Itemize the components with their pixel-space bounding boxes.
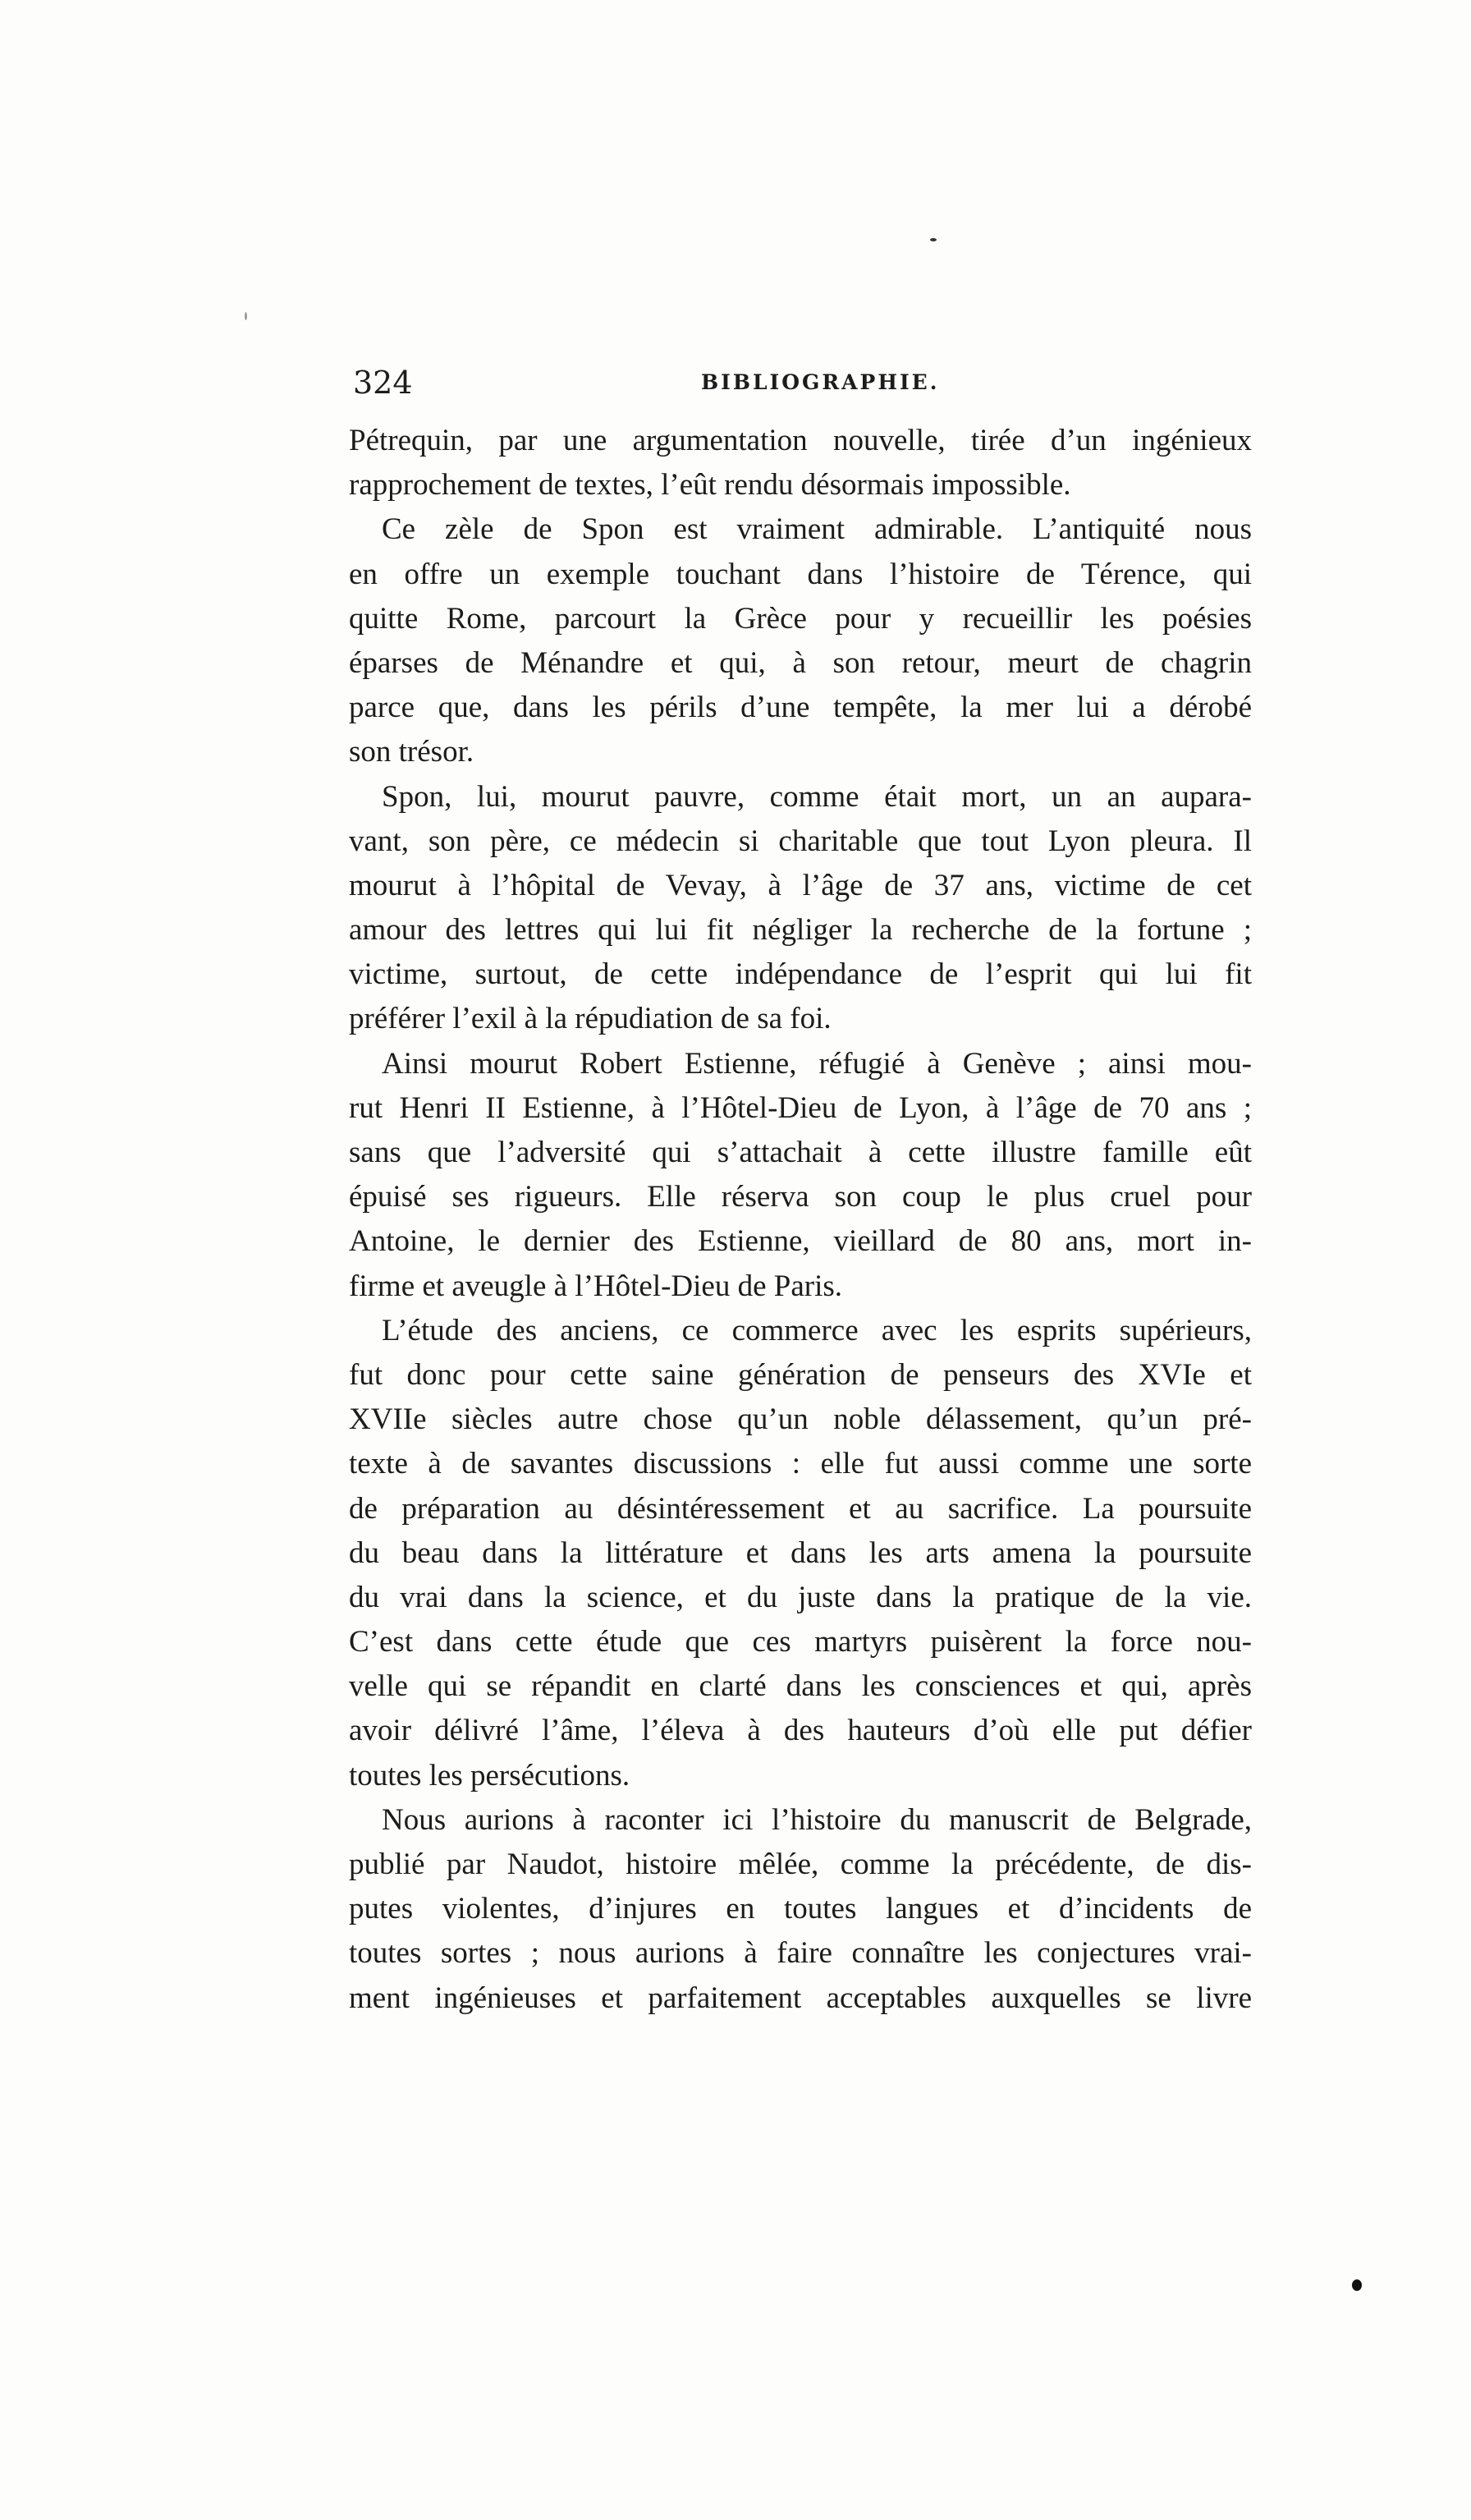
text-line: parce que, dans les périls d’une tempête, la mer lui a dérobé [349, 691, 1252, 725]
page-header [353, 358, 1254, 407]
text-line: putes violentes, d’injures en toutes langues et d’incidents de [349, 1892, 1252, 1926]
page-number: 324 [353, 365, 413, 401]
text-line: éparses de Ménandre et qui, à son retour, meurt de chagrin [349, 645, 1252, 680]
text-line: avoir délivré l’âme, l’éleva à des hauteurs d’où elle put défier [349, 1714, 1252, 1748]
text-line: Ce zèle de Spon est vraiment admirable. L’antiquité nous [382, 512, 1252, 547]
text-line: publié par Naudot, histoire mêlée, comme la précédente, de dis- [349, 1848, 1252, 1881]
text-line: toutes les persécutions. [349, 1758, 630, 1792]
text-line: texte à de savantes discussions : elle fut aussi comme une sorte [349, 1447, 1252, 1481]
text-line: Nous aurions à raconter ici l’histoire du manuscrit de Belgrade, [382, 1802, 1252, 1837]
text-line: Antoine, le dernier des Estienne, vieillard de 80 ans, mort in- [349, 1224, 1252, 1259]
text-line: mourut à l’hôpital de Vevay, à l’âge de 37 ans, victime de cet [349, 868, 1252, 902]
text-line: épuisé ses rigueurs. Elle réserva son coup le plus cruel pour [349, 1180, 1252, 1214]
text-line: Pétrequin, par une argumentation nouvelle, tirée d’un ingénieux [349, 424, 1252, 457]
text-line: quitte Rome, parcourt la Grèce pour y recueillir les poésies [349, 601, 1252, 636]
text-line: son trésor. [349, 735, 474, 769]
text-line: rut Henri II Estienne, à l’Hôtel-Dieu de Lyon, à l’âge de 70 ans ; [349, 1090, 1252, 1125]
text-line: amour des lettres qui lui fit négliger la recherche de la fortune ; [349, 913, 1252, 948]
text-line: de préparation au désintéressement et au sacrifice. La poursuite [349, 1491, 1252, 1526]
text-line: C’est dans cette étude que ces martyrs puisèrent la force nou- [349, 1625, 1252, 1659]
body-text [349, 419, 1252, 2021]
text-line: firme et aveugle à l’Hôtel-Dieu de Paris. [349, 1269, 843, 1303]
text-line: rapprochement de textes, l’eût rendu désormais impossible. [349, 468, 1071, 503]
text-line: L’étude des anciens, ce commerce avec les esprits supérieurs, [382, 1313, 1252, 1347]
text-line: en offre un exemple touchant dans l’histoire de Térence, qui [349, 557, 1252, 591]
ink-speck [930, 238, 937, 241]
text-line: du beau dans la littérature et dans les arts amena la poursuite [349, 1535, 1252, 1570]
text-line: victime, surtout, de cette indépendance de l’esprit qui lui fit [349, 957, 1252, 992]
ink-speck [245, 312, 247, 320]
text-line: vant, son père, ce médecin si charitable que tout Lyon pleura. Il [349, 824, 1252, 858]
text-line: du vrai dans la science, et du juste dans la pratique de la vie. [349, 1580, 1252, 1614]
text-line: ment ingénieuses et parfaitement acceptables auxquelles se livre [349, 1981, 1252, 2015]
ink-speck [1352, 2279, 1362, 2291]
text-line: Spon, lui, mourut pauvre, comme était mort, un an aupara- [382, 779, 1252, 814]
text-line: préférer l’exil à la répudiation de sa foi. [349, 1002, 832, 1036]
text-line: velle qui se répandit en clarté dans les consciences et qui, après [349, 1669, 1252, 1704]
text-line: Ainsi mourut Robert Estienne, réfugié à Genève ; ainsi mou- [382, 1046, 1252, 1081]
text-line: sans que l’adversité qui s’attachait à cette illustre famille eût [349, 1136, 1252, 1169]
text-line: XVIIe siècles autre chose qu’un noble délassement, qu’un pré- [349, 1402, 1252, 1437]
text-line: fut donc pour cette saine génération de penseurs des XVIe et [349, 1357, 1252, 1392]
text-line: toutes sortes ; nous aurions à faire connaître les conjectures vrai- [349, 1936, 1252, 1971]
running-title: BIBLIOGRAPHIE. [701, 370, 940, 394]
